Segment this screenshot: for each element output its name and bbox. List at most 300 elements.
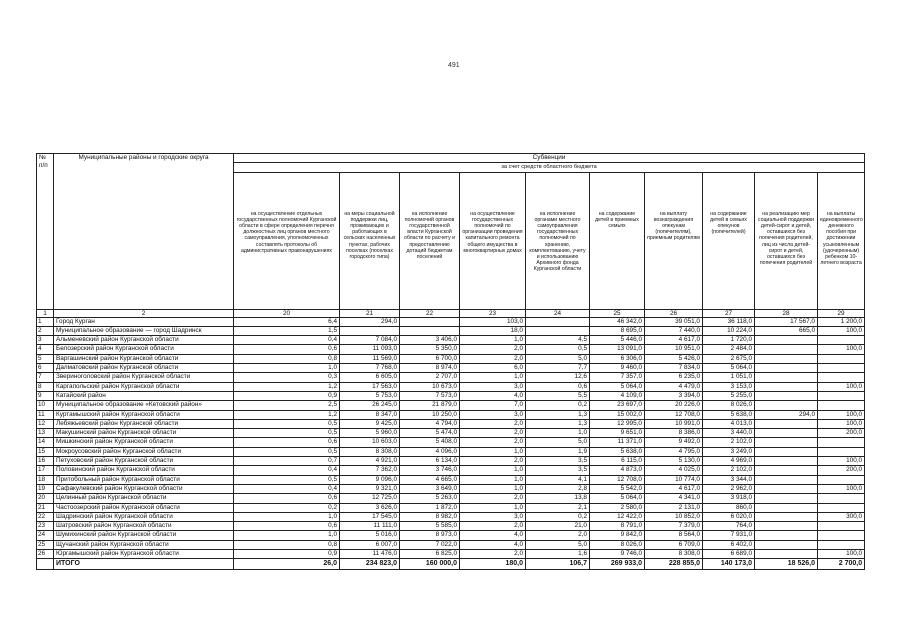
row-number: 5	[37, 354, 54, 363]
row-number: 23	[37, 522, 54, 531]
table-row	[37, 326, 865, 335]
value-cell: 3 344,0	[703, 475, 755, 484]
table-row	[37, 419, 865, 428]
value-cell	[818, 540, 865, 549]
value-cell: 3 918,0	[703, 494, 755, 503]
subventions-header: Субвенции	[234, 154, 865, 163]
value-cell: 46 342,0	[590, 317, 645, 326]
value-cell	[755, 484, 818, 493]
value-cell: 11 476,0	[340, 550, 400, 559]
value-cell: 0,2	[526, 512, 590, 521]
value-cell: 0,4	[234, 466, 340, 475]
column-description: на выплаты единовременного денежного пособия при достижении усыновленным (удочеренным) ребенком 10-летнего возраста	[818, 172, 865, 309]
value-cell: 5 960,0	[340, 429, 400, 438]
table-row	[37, 531, 865, 540]
value-cell: 2 962,0	[703, 484, 755, 493]
column-description: на исполнение полномочий органов государственной власти Курганской области по расчету и предоставлению дотаций бюджетам поселений	[400, 172, 460, 309]
value-cell	[755, 382, 818, 391]
value-cell: 665,0	[755, 326, 818, 335]
table-row	[37, 354, 865, 363]
value-cell: 2,0	[460, 494, 526, 503]
value-cell	[755, 354, 818, 363]
value-cell: 6 825,0	[400, 550, 460, 559]
value-cell	[755, 438, 818, 447]
column-description: на осуществление государственных полномочий по организации проведения капитального ремонта общего имущества в многоквартирных домах	[460, 172, 526, 309]
value-cell	[755, 494, 818, 503]
value-cell: 7,0	[460, 401, 526, 410]
table-row	[37, 336, 865, 345]
table-row	[37, 457, 865, 466]
value-cell: 7,7	[526, 364, 590, 373]
value-cell: 7 379,0	[645, 522, 703, 531]
value-cell: 10 250,0	[400, 410, 460, 419]
value-cell	[755, 550, 818, 559]
value-cell: 5 064,0	[590, 382, 645, 391]
value-cell	[755, 429, 818, 438]
value-cell	[818, 503, 865, 512]
value-cell: 8 695,0	[590, 326, 645, 335]
table-row	[37, 550, 865, 559]
value-cell: 294,0	[340, 317, 400, 326]
value-cell: 5 446,0	[590, 336, 645, 345]
row-number: 11	[37, 410, 54, 419]
value-cell	[818, 522, 865, 531]
value-cell: 11 569,0	[340, 354, 400, 363]
value-cell: 1,0	[234, 364, 340, 373]
value-cell: 4 096,0	[400, 447, 460, 456]
value-cell: 1,0	[234, 531, 340, 540]
value-cell	[818, 438, 865, 447]
table-body	[37, 317, 865, 559]
municipality-name: Лебяжьевский район Курганской области	[54, 419, 234, 428]
value-cell: 2,0	[460, 345, 526, 354]
value-cell	[400, 317, 460, 326]
value-cell: 4 921,0	[340, 457, 400, 466]
total-value: 269 933,0	[590, 559, 645, 570]
value-cell: 21 879,0	[400, 401, 460, 410]
value-cell: 10 224,0	[703, 326, 755, 335]
value-cell: 7 022,0	[400, 540, 460, 549]
value-cell	[755, 336, 818, 345]
total-blank	[37, 559, 54, 570]
value-cell: 1,9	[526, 447, 590, 456]
value-cell	[818, 494, 865, 503]
value-cell: 4 013,0	[703, 419, 755, 428]
value-cell	[818, 401, 865, 410]
value-cell: 9 746,0	[590, 550, 645, 559]
value-cell: 20 226,0	[645, 401, 703, 410]
municipality-name: Альменевский район Курганской области	[54, 336, 234, 345]
value-cell	[755, 373, 818, 382]
row-number: 20	[37, 494, 54, 503]
value-cell: 6,4	[234, 317, 340, 326]
column-number: 20	[234, 309, 340, 317]
table-row	[37, 540, 865, 549]
value-cell: 3 153,0	[703, 382, 755, 391]
value-cell: 10 991,0	[645, 419, 703, 428]
municipality-name: Щучанский район Курганской области	[54, 540, 234, 549]
value-cell: 100,0	[818, 382, 865, 391]
total-value: 140 173,0	[703, 559, 755, 570]
header-row	[37, 154, 865, 163]
value-cell: 100,0	[818, 410, 865, 419]
value-cell: 100,0	[818, 484, 865, 493]
value-cell: 3 394,0	[645, 391, 703, 400]
value-cell: 3 626,0	[340, 503, 400, 512]
value-cell: 10 603,0	[340, 438, 400, 447]
value-cell: 200,0	[818, 429, 865, 438]
value-cell: 1 720,0	[703, 336, 755, 345]
value-cell: 5 064,0	[703, 364, 755, 373]
value-cell: 5 255,0	[703, 391, 755, 400]
value-cell: 0,9	[234, 550, 340, 559]
value-cell: 1 200,0	[818, 317, 865, 326]
value-cell: 300,0	[818, 512, 865, 521]
value-cell: 2,0	[460, 419, 526, 428]
value-cell: 4 479,0	[645, 382, 703, 391]
row-number: 12	[37, 419, 54, 428]
value-cell: 0,7	[234, 457, 340, 466]
value-cell: 9 460,0	[590, 364, 645, 373]
value-cell	[755, 364, 818, 373]
value-cell: 0,8	[234, 540, 340, 549]
value-cell	[818, 364, 865, 373]
value-cell: 3 249,0	[703, 447, 755, 456]
value-cell: 8 791,0	[590, 522, 645, 531]
value-cell: 3 406,0	[400, 336, 460, 345]
total-value: 160 000,0	[400, 559, 460, 570]
value-cell: 6 709,0	[645, 540, 703, 549]
value-cell: 2 580,0	[590, 503, 645, 512]
value-cell: 9 321,0	[340, 484, 400, 493]
total-row	[37, 559, 865, 570]
municipality-name: Муниципальное образование — город Шадринск	[54, 326, 234, 335]
table-row	[37, 317, 865, 326]
municipality-name: Мокроусовский район Курганской области	[54, 447, 234, 456]
value-cell	[755, 503, 818, 512]
value-cell: 4 109,0	[590, 391, 645, 400]
value-cell: 3,0	[460, 410, 526, 419]
value-cell	[755, 401, 818, 410]
row-number: 18	[37, 475, 54, 484]
value-cell: 1,0	[460, 373, 526, 382]
value-cell	[818, 447, 865, 456]
value-cell: 9 096,0	[340, 475, 400, 484]
municipality-name: Катайский район	[54, 391, 234, 400]
value-cell: 11 093,0	[340, 345, 400, 354]
value-cell: 8 982,0	[400, 512, 460, 521]
value-cell: 1,0	[460, 475, 526, 484]
value-cell: 4 873,0	[590, 466, 645, 475]
value-cell: 1,0	[460, 447, 526, 456]
value-cell: 2,8	[526, 484, 590, 493]
value-cell: 0,3	[234, 373, 340, 382]
value-cell: 0,6	[234, 345, 340, 354]
value-cell	[818, 373, 865, 382]
value-cell: 26 245,0	[340, 401, 400, 410]
value-cell: 6 134,0	[400, 457, 460, 466]
value-cell	[755, 475, 818, 484]
value-cell	[818, 354, 865, 363]
municipality-name: Частоозерский район Курганской области	[54, 503, 234, 512]
value-cell: 5 542,0	[590, 484, 645, 493]
total-value: 26,0	[234, 559, 340, 570]
value-cell: 5,0	[526, 540, 590, 549]
column-number: 28	[755, 309, 818, 317]
value-cell: 8 026,0	[590, 540, 645, 549]
value-cell: 3 649,0	[400, 484, 460, 493]
value-cell: 0,6	[234, 438, 340, 447]
value-cell: 6 235,0	[645, 373, 703, 382]
value-cell: 7 084,0	[340, 336, 400, 345]
value-cell: 2,1	[526, 503, 590, 512]
row-number: 22	[37, 512, 54, 521]
column-numbers-row	[37, 309, 865, 317]
value-cell: 4 617,0	[645, 484, 703, 493]
value-cell: 5 016,0	[340, 531, 400, 540]
value-cell: 4 025,0	[645, 466, 703, 475]
value-cell	[818, 475, 865, 484]
value-cell: 8 564,0	[645, 531, 703, 540]
table-row	[37, 373, 865, 382]
value-cell: 9 425,0	[340, 419, 400, 428]
total-value: 234 823,0	[340, 559, 400, 570]
value-cell: 2 707,0	[400, 373, 460, 382]
value-cell: 100,0	[818, 345, 865, 354]
value-cell: 10 774,0	[645, 475, 703, 484]
table-row	[37, 484, 865, 493]
value-cell: 0,6	[234, 522, 340, 531]
value-cell: 0,5	[234, 475, 340, 484]
value-cell: 4 617,0	[645, 336, 703, 345]
value-cell: 13,8	[526, 494, 590, 503]
value-cell	[755, 457, 818, 466]
column-number: 2	[54, 309, 234, 317]
table-row	[37, 503, 865, 512]
municipality-name: Половинский район Курганской области	[54, 466, 234, 475]
value-cell: 4,0	[460, 391, 526, 400]
value-cell: 17 563,0	[340, 382, 400, 391]
total-value: 2 700,0	[818, 559, 865, 570]
value-cell: 2,0	[460, 522, 526, 531]
value-cell: 5 130,0	[645, 457, 703, 466]
value-cell: 9 651,0	[590, 429, 645, 438]
municipality-name: Белозерский район Курганской области	[54, 345, 234, 354]
row-number: 16	[37, 457, 54, 466]
value-cell: 7 362,0	[340, 466, 400, 475]
value-cell	[755, 522, 818, 531]
value-cell: 8 308,0	[340, 447, 400, 456]
value-cell: 18,0	[460, 326, 526, 335]
column-number: 26	[645, 309, 703, 317]
value-cell: 1,0	[460, 484, 526, 493]
row-number: 19	[37, 484, 54, 493]
value-cell: 0,5	[234, 419, 340, 428]
value-cell: 2,0	[526, 531, 590, 540]
value-cell: 5 408,0	[400, 438, 460, 447]
value-cell	[755, 512, 818, 521]
value-cell: 10 951,0	[645, 345, 703, 354]
value-cell: 5 064,0	[590, 494, 645, 503]
value-cell: 6 007,0	[340, 540, 400, 549]
value-cell: 0,8	[234, 354, 340, 363]
column-number: 22	[400, 309, 460, 317]
value-cell: 6 402,0	[703, 540, 755, 549]
row-number: 26	[37, 550, 54, 559]
value-cell: 1,5	[234, 326, 340, 335]
municipality-name: Притобольный район Курганской области	[54, 475, 234, 484]
municipality-name: Петуховский район Курганской области	[54, 457, 234, 466]
municipality-name: Далматовский район Курганской области	[54, 364, 234, 373]
value-cell: 3,0	[460, 382, 526, 391]
total-value: 106,7	[526, 559, 590, 570]
value-cell: 2 484,0	[703, 345, 755, 354]
value-cell: 5 585,0	[400, 522, 460, 531]
row-number: 13	[37, 429, 54, 438]
table-row	[37, 345, 865, 354]
table-row	[37, 512, 865, 521]
row-number: 2	[37, 326, 54, 335]
value-cell	[755, 447, 818, 456]
table-row	[37, 391, 865, 400]
table-row	[37, 364, 865, 373]
value-cell: 0,9	[234, 391, 340, 400]
value-cell: 2,0	[460, 438, 526, 447]
table-row	[37, 494, 865, 503]
row-number: 10	[37, 401, 54, 410]
value-cell	[755, 531, 818, 540]
table-row	[37, 401, 865, 410]
row-number: 6	[37, 364, 54, 373]
value-cell: 13 091,0	[590, 345, 645, 354]
column-number: 23	[460, 309, 526, 317]
municipality-name: Шумихинский район Курганской области	[54, 531, 234, 540]
value-cell: 4 969,0	[703, 457, 755, 466]
value-cell: 0,4	[234, 484, 340, 493]
value-cell: 2 102,0	[703, 438, 755, 447]
value-cell	[755, 540, 818, 549]
value-cell: 15 002,0	[590, 410, 645, 419]
row-number: 17	[37, 466, 54, 475]
row-number: 15	[37, 447, 54, 456]
table-row	[37, 447, 865, 456]
table-row	[37, 410, 865, 419]
value-cell: 0,6	[526, 382, 590, 391]
value-cell: 9 492,0	[645, 438, 703, 447]
value-cell: 3,0	[460, 512, 526, 521]
value-cell: 5 263,0	[400, 494, 460, 503]
source-header: за счет средств областного бюджета	[234, 163, 865, 172]
value-cell: 5 350,0	[400, 345, 460, 354]
value-cell	[400, 326, 460, 335]
value-cell: 6 700,0	[400, 354, 460, 363]
value-cell: 12 422,0	[590, 512, 645, 521]
value-cell: 0,2	[526, 401, 590, 410]
municipality-name: Куртамышский район Курганской области	[54, 410, 234, 419]
value-cell: 2,0	[460, 429, 526, 438]
value-cell: 1,3	[526, 419, 590, 428]
value-cell: 12 708,0	[645, 410, 703, 419]
column-number: 29	[818, 309, 865, 317]
value-cell	[526, 317, 590, 326]
value-cell: 3,5	[526, 457, 590, 466]
table-row	[37, 382, 865, 391]
column-number: 1	[37, 309, 54, 317]
row-number: 24	[37, 531, 54, 540]
value-cell	[526, 326, 590, 335]
column-description: на исполнение органами местного самоуправления государственных полномочий по хранению, комплектованию, учету и использованию Архивного фонда Курганской области	[526, 172, 590, 309]
value-cell: 4 795,0	[645, 447, 703, 456]
value-cell: 100,0	[818, 326, 865, 335]
row-number: 3	[37, 336, 54, 345]
value-cell: 1,0	[526, 429, 590, 438]
value-cell: 8 974,0	[400, 364, 460, 373]
municipality-name: Юргамышский район Курганской области	[54, 550, 234, 559]
value-cell: 5,5	[526, 391, 590, 400]
municipality-name: Сафакулевский район Курганской области	[54, 484, 234, 493]
value-cell: 4,0	[460, 540, 526, 549]
value-cell: 17 545,0	[340, 512, 400, 521]
total-label: ИТОГО	[54, 559, 234, 570]
value-cell	[755, 419, 818, 428]
value-cell: 1,6	[526, 550, 590, 559]
value-cell: 7 573,0	[400, 391, 460, 400]
value-cell	[340, 326, 400, 335]
value-cell: 764,0	[703, 522, 755, 531]
value-cell: 2,5	[234, 401, 340, 410]
value-cell	[755, 345, 818, 354]
value-cell: 2,0	[460, 354, 526, 363]
value-cell: 6 115,0	[590, 457, 645, 466]
total-value: 180,0	[460, 559, 526, 570]
value-cell: 2 675,0	[703, 354, 755, 363]
value-cell: 1,0	[460, 336, 526, 345]
municipality-name: Макушинский район Курганской области	[54, 429, 234, 438]
municipality-name: Город Курган	[54, 317, 234, 326]
municipality-name: Целинный район Курганской области	[54, 494, 234, 503]
value-cell: 5,0	[526, 354, 590, 363]
value-cell: 5,0	[526, 438, 590, 447]
value-cell: 36 118,0	[703, 317, 755, 326]
column-number: 25	[590, 309, 645, 317]
total-value: 18 526,0	[755, 559, 818, 570]
value-cell	[755, 466, 818, 475]
value-cell: 0,5	[526, 345, 590, 354]
value-cell: 23 697,0	[590, 401, 645, 410]
value-cell: 7 768,0	[340, 364, 400, 373]
column-number: 21	[340, 309, 400, 317]
value-cell: 5 426,0	[645, 354, 703, 363]
municipality-name: Каргапольский район Курганской области	[54, 382, 234, 391]
table-row	[37, 522, 865, 531]
value-cell: 5 638,0	[703, 410, 755, 419]
value-cell: 0,5	[234, 447, 340, 456]
value-cell: 5 638,0	[590, 447, 645, 456]
value-cell: 11 111,0	[340, 522, 400, 531]
value-cell	[818, 531, 865, 540]
value-cell: 1,2	[234, 382, 340, 391]
value-cell: 6 689,0	[703, 550, 755, 559]
value-cell: 4,5	[526, 336, 590, 345]
value-cell: 4 341,0	[645, 494, 703, 503]
value-cell: 12,6	[526, 373, 590, 382]
value-cell: 2 131,0	[645, 503, 703, 512]
row-number: 9	[37, 391, 54, 400]
value-cell: 103,0	[460, 317, 526, 326]
table-row	[37, 429, 865, 438]
value-cell: 1,0	[460, 466, 526, 475]
value-cell: 12 725,0	[340, 494, 400, 503]
